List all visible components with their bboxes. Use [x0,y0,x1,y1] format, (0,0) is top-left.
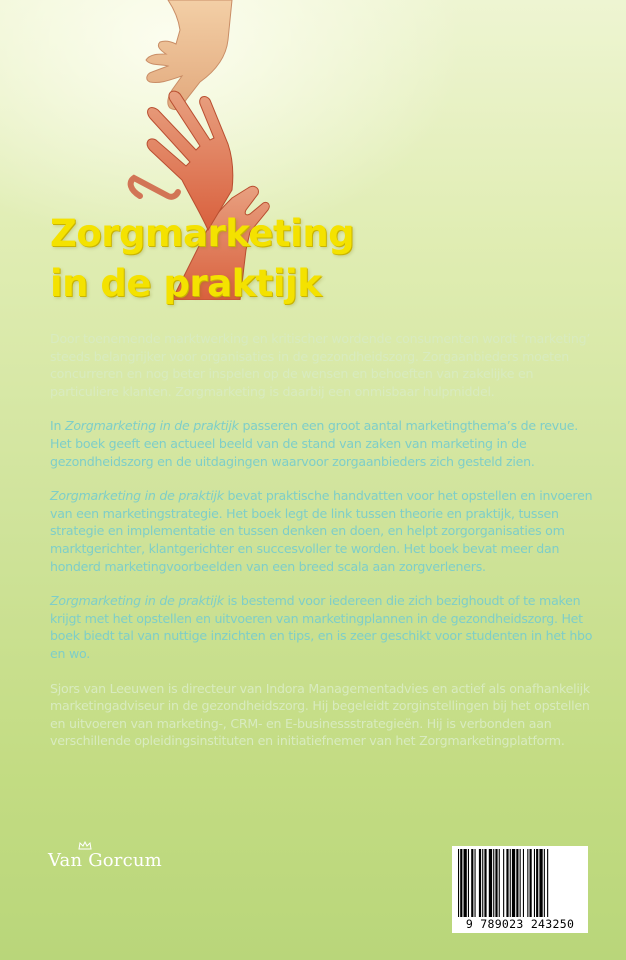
barcode-bar [460,849,462,917]
barcode-bar [544,849,545,917]
p2-post: passeren een groot aantal marketingthema’s de revue. Het boek geeft een actueel beeld van de stand van zaken van marketing in de gezondheidszorg en de uitdagingen waarvoor zorgaanbieders zich gesteld zien. [50,418,578,469]
publisher-logo [48,850,162,871]
paragraph-audience [50,592,598,662]
barcode-bar [499,849,500,917]
reaching-hands-illustration [0,0,626,300]
barcode-bar [475,849,476,917]
paragraph-content [50,487,598,575]
barcode-bar [539,849,542,917]
barcode-bar [534,849,535,917]
barcode-bar [516,849,518,917]
barcode-bar [479,849,481,917]
paragraph-themes [50,417,598,470]
paragraph-author: Sjors van Leeuwen is directeur van Indora Managementadvies en actief als onafhankelijk marketingadviseur in de gezondheidszorg. Hij begeleidt zorginstellingen bij het opstellen en uitvoeren van marketing-, CRM- en E-businessstrategieën. Hij is verbonden aan verschillende opleidingsinstituten en initiatiefnemer van het Zorgmarketingplatform. [50,680,590,749]
p4-post: is bestemd voor iedereen die zich bezighoudt of te maken krijgt met het opstellen en uitvoeren van marketingplannen in de gezondheidszorg. Het boek biedt tal van nuttige inzichten en tips, en is zeer geschikt voor studenten in het hbo en wo. [50,593,593,661]
barcode-bars [458,849,582,917]
barcode-bar [482,849,483,917]
barcode-bar [527,849,528,917]
isbn-number: 9 789023 243250 [465,917,575,931]
barcode-bar [489,849,492,917]
paragraph-intro: Door toenemende marktwerking en kritischer wordende consumenten wordt ‘marketing’ steeds belangrijker voor organisaties in de gezondheidszorg. Zorgaanbieders moeten concurreren en nog beter inspelen op de wensen en behoeften van zakelijke en particuliere klanten. Zorgmarketing is daarbij een onmisbaar hulpmiddel. [50,331,591,399]
barcode-bar [512,849,515,917]
barcode-bar [495,849,497,917]
publisher-name: Van Gorcum [48,850,162,871]
p2-book-title: Zorgmarketing in de praktijk [64,418,239,434]
title-line-2: in de praktijk [50,262,322,305]
barcode-bar [493,849,494,917]
barcode-bar [458,849,459,917]
title-line-1: Zorgmarketing [50,212,355,255]
barcode-bar [520,849,521,917]
blurb [50,330,598,767]
barcode-bar [506,849,508,917]
isbn-barcode [452,846,588,933]
barcode-bar [503,849,504,917]
p3-post: bevat praktische handvatten voor het opstellen en invoeren van een marketingstrategie. Het boek legt de link tussen theorie en praktijk, tussen strategie en implementatie en tussen denken en doen, en helpt zorgorganisaties om marktgerichter, klantgerichter en succesvoller te worden. Het boek bevat meer dan honderd marketingvoorbeelden van een breed scala aan zorgverleners. [50,488,593,574]
barcode-bar [484,849,486,917]
barcode-bar [523,849,524,917]
barcode-bar [468,849,469,917]
p2-pre: In [50,418,65,434]
crown-icon [78,841,92,850]
p4-book-title: Zorgmarketing in de praktijk [50,593,224,609]
p3-book-title: Zorgmarketing in de praktijk [50,488,224,504]
barcode-bar [530,849,532,917]
barcode-bar [464,849,467,917]
upper-hand [146,0,232,110]
barcode-bar [547,849,548,917]
barcode-bar [471,849,473,917]
barcode-bar [510,849,511,917]
barcode-bar [536,849,538,917]
